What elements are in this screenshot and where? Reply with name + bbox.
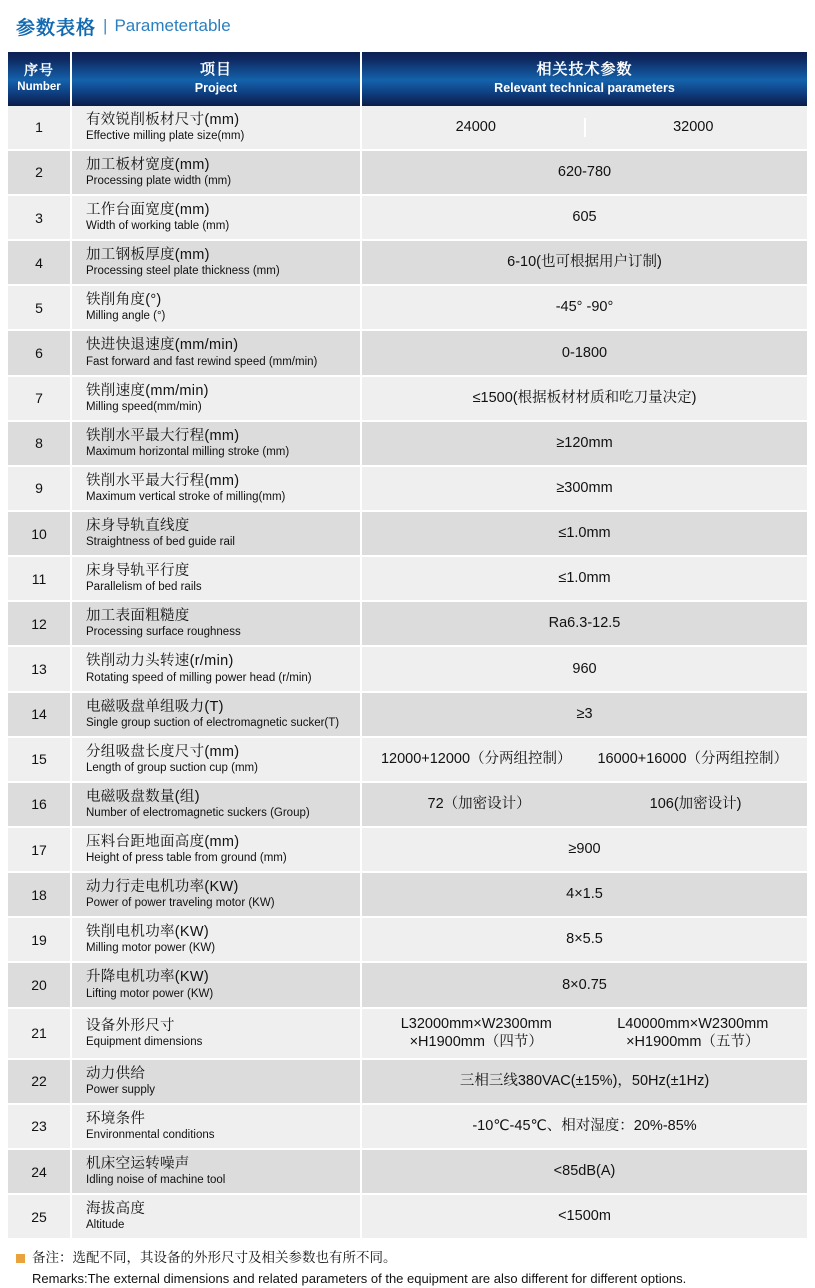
row-project	[72, 512, 362, 557]
row-value-b-line1: L40000mm×W2300mm	[617, 1015, 769, 1032]
row-project-cn: 铁削动力头转速(r/min)	[86, 653, 234, 670]
row-project-cn: 海拔高度	[86, 1201, 146, 1218]
row-project-en: Power supply	[86, 1083, 156, 1096]
row-value-text: 8×5.5	[566, 931, 603, 948]
row-value-text: 605	[572, 209, 597, 226]
table-row	[8, 602, 807, 647]
row-project-en: Milling motor power (KW)	[86, 942, 216, 955]
row-project-cn: 铁削角度(°)	[86, 292, 162, 309]
column-header-number	[8, 52, 72, 106]
row-project-cn: 有效锐削板材尺寸(mm)	[86, 111, 240, 128]
table-header-row	[8, 52, 807, 106]
row-value-b	[617, 1015, 768, 1052]
title-separator: |	[103, 16, 108, 35]
table-header	[8, 52, 807, 106]
remark-text-cn: 备注：选配不同，其设备的外形尺寸及相关参数也有所不同。	[32, 1250, 397, 1266]
table-row	[8, 873, 807, 918]
row-value-text: 0-1800	[561, 344, 608, 361]
row-project-en: Length of group suction cup (mm)	[86, 761, 258, 774]
table-row	[8, 1009, 807, 1060]
table-row	[8, 286, 807, 331]
row-project	[72, 783, 362, 828]
table-row	[8, 512, 807, 557]
row-project	[72, 1150, 362, 1195]
row-project-en: Processing steel plate thickness (mm)	[86, 265, 280, 278]
row-project-cn: 机床空运转噪声	[86, 1155, 190, 1172]
row-value-b: 106(加密设计)	[649, 796, 742, 813]
row-project	[72, 693, 362, 738]
row-value	[362, 783, 807, 828]
row-project	[72, 151, 362, 196]
row-project-en: Equipment dimensions	[86, 1035, 203, 1048]
row-project	[72, 331, 362, 376]
row-number: 11	[8, 557, 72, 602]
row-value	[362, 602, 807, 647]
row-number: 21	[8, 1009, 72, 1060]
row-value	[362, 286, 807, 331]
row-number: 15	[8, 738, 72, 783]
row-project	[72, 918, 362, 963]
table-row	[8, 241, 807, 286]
table-row	[8, 738, 807, 783]
row-value	[362, 693, 807, 738]
row-number: 22	[8, 1060, 72, 1105]
row-value-text: ≥900	[568, 841, 601, 858]
row-project-cn: 升降电机功率(KW)	[86, 969, 210, 986]
table-row	[8, 647, 807, 692]
page-title-en: Parametertable	[114, 16, 231, 35]
row-project	[72, 1195, 362, 1240]
row-number: 14	[8, 693, 72, 738]
table-row	[8, 467, 807, 512]
remark-text-en: Remarks:The external dimensions and related parameters of the equipment are also different for different options.	[32, 1271, 687, 1287]
row-value-text: 三相三线380VAC(±15%)，50Hz(±1Hz)	[459, 1072, 710, 1089]
row-project	[72, 557, 362, 602]
row-value	[362, 647, 807, 692]
table-row	[8, 196, 807, 241]
row-value-text: Ra6.3-12.5	[548, 615, 621, 632]
table-row	[8, 1150, 807, 1195]
column-header-project	[72, 52, 362, 106]
row-project	[72, 1009, 362, 1060]
row-project-cn: 加工钢板厚度(mm)	[86, 247, 210, 264]
row-number: 5	[8, 286, 72, 331]
row-project	[72, 422, 362, 467]
row-project-cn: 加工表面粗糙度	[86, 608, 190, 625]
row-project-en: Maximum vertical stroke of milling(mm)	[86, 491, 286, 503]
row-project-en: Maximum horizontal milling stroke (mm)	[86, 445, 290, 458]
row-project-en: Number of electromagnetic suckers (Group)	[86, 806, 310, 819]
page-title-cn: 参数表格	[16, 17, 97, 39]
row-value-b-line2: ×H1900mm（五节）	[626, 1034, 760, 1051]
row-number: 12	[8, 602, 72, 647]
row-number: 23	[8, 1105, 72, 1150]
row-project-en: Fast forward and fast rewind speed (mm/min)	[86, 355, 318, 368]
table-row	[8, 151, 807, 196]
row-project	[72, 377, 362, 422]
row-value	[362, 106, 807, 151]
table-row	[8, 693, 807, 738]
row-value	[362, 1195, 807, 1240]
row-value-a-line1: L32000mm×W2300mm	[400, 1015, 552, 1032]
row-number: 19	[8, 918, 72, 963]
row-value-b: 16000+16000（分两组控制）	[597, 751, 789, 768]
row-project-cn: 铁削水平最大行程(mm)	[86, 472, 240, 489]
column-header-parameters	[362, 52, 807, 106]
row-value	[362, 241, 807, 286]
row-number: 16	[8, 783, 72, 828]
row-value	[362, 151, 807, 196]
row-project-en: Power of power traveling motor (KW)	[86, 897, 275, 910]
row-value-pair	[368, 750, 801, 769]
row-number: 17	[8, 828, 72, 873]
row-value	[362, 331, 807, 376]
row-project-cn: 动力供给	[86, 1065, 146, 1082]
row-value-a: 24000	[455, 118, 496, 135]
column-header-number-en: Number	[17, 80, 61, 93]
column-header-project-en: Project	[194, 80, 238, 95]
row-number: 20	[8, 963, 72, 1008]
row-value-text: -45° -90°	[555, 299, 614, 316]
row-project-cn: 铁削水平最大行程(mm)	[86, 427, 240, 444]
row-project-cn: 工作台面宽度(mm)	[86, 202, 210, 219]
column-header-project-cn: 项目	[199, 61, 232, 78]
table-row	[8, 963, 807, 1008]
row-value	[362, 557, 807, 602]
row-project-cn: 分组吸盘长度尺寸(mm)	[86, 743, 240, 760]
row-project-cn: 快进快退速度(mm/min)	[86, 337, 239, 354]
row-value-text: -10℃-45℃、相对湿度：20%-85%	[472, 1117, 697, 1134]
row-project-en: Width of working table (mm)	[86, 220, 230, 233]
row-project-cn: 设备外形尺寸	[86, 1017, 175, 1034]
table-row	[8, 918, 807, 963]
row-value-text: ≤1.0mm	[558, 570, 611, 587]
table-row	[8, 783, 807, 828]
row-number: 6	[8, 331, 72, 376]
row-value	[362, 873, 807, 918]
row-project	[72, 467, 362, 512]
parameters-table	[8, 52, 807, 1240]
row-value	[362, 422, 807, 467]
row-value	[362, 467, 807, 512]
row-value-a-line2: ×H1900mm（四节）	[409, 1034, 543, 1051]
row-project	[72, 602, 362, 647]
row-project	[72, 828, 362, 873]
row-number: 18	[8, 873, 72, 918]
row-project	[72, 647, 362, 692]
row-project	[72, 196, 362, 241]
row-project	[72, 738, 362, 783]
row-project	[72, 1060, 362, 1105]
row-number: 8	[8, 422, 72, 467]
row-number: 2	[8, 151, 72, 196]
row-project-en: Processing plate width (mm)	[86, 175, 232, 188]
row-project	[72, 963, 362, 1008]
row-value-text: 6-10(也可根据用户订制)	[507, 254, 662, 271]
row-project	[72, 106, 362, 151]
row-project-cn: 铁削速度(mm/min)	[86, 382, 209, 399]
row-value-text: 620-780	[557, 164, 612, 181]
row-project-en: Milling angle (°)	[86, 310, 166, 323]
table-row	[8, 828, 807, 873]
row-value-split	[368, 118, 801, 137]
row-value-text: <85dB(A)	[553, 1163, 616, 1180]
table-row	[8, 377, 807, 422]
row-project	[72, 1105, 362, 1150]
row-value-a	[401, 1015, 552, 1052]
row-project-en: Single group suction of electromagnetic sucker(T)	[86, 716, 340, 729]
table-row	[8, 1105, 807, 1150]
row-project-en: Altitude	[86, 1219, 125, 1232]
row-value-text: ≥3	[576, 705, 593, 722]
row-project-cn: 动力行走电机功率(KW)	[86, 879, 239, 896]
square-bullet-icon	[16, 1254, 25, 1263]
row-project-en: Environmental conditions	[86, 1128, 215, 1141]
row-value-text: 8×0.75	[562, 976, 607, 993]
row-value	[362, 828, 807, 873]
row-value	[362, 196, 807, 241]
row-number: 1	[8, 106, 72, 151]
row-value	[362, 963, 807, 1008]
row-project-cn: 环境条件	[86, 1110, 146, 1127]
row-number: 24	[8, 1150, 72, 1195]
row-project-cn: 电磁吸盘单组吸力(T)	[86, 698, 224, 715]
row-value-a: 72（加密设计）	[427, 796, 531, 813]
remarks-block	[8, 1249, 807, 1288]
row-value-text: ≥300mm	[556, 480, 613, 497]
row-number: 7	[8, 377, 72, 422]
row-value	[362, 1009, 807, 1060]
row-value-text: 960	[572, 660, 597, 677]
table-row	[8, 106, 807, 151]
table-body	[8, 106, 807, 1240]
table-row	[8, 1060, 807, 1105]
row-value	[362, 377, 807, 422]
row-number: 9	[8, 467, 72, 512]
table-row	[8, 331, 807, 376]
row-value	[362, 738, 807, 783]
row-project-cn: 床身导轨直线度	[86, 518, 190, 535]
row-value	[362, 1060, 807, 1105]
row-value-text: ≥120mm	[556, 434, 613, 451]
row-project	[72, 241, 362, 286]
row-number: 3	[8, 196, 72, 241]
row-value-pair	[368, 795, 801, 814]
row-project-en: Processing surface roughness	[86, 626, 241, 639]
row-project-cn: 电磁吸盘数量(组)	[86, 788, 200, 805]
row-value-text: ≤1.0mm	[558, 525, 611, 542]
row-project-cn: 床身导轨平行度	[86, 563, 190, 580]
row-value-pair	[368, 1015, 801, 1052]
row-project-en: Straightness of bed guide rail	[86, 536, 235, 549]
row-value	[362, 918, 807, 963]
row-project-en: Parallelism of bed rails	[86, 581, 202, 594]
row-project	[72, 286, 362, 331]
row-project-en: Rotating speed of milling power head (r/min)	[86, 671, 312, 684]
row-value	[362, 1105, 807, 1150]
column-header-parameters-cn: 相关技术参数	[536, 61, 633, 78]
row-project-en: Height of press table from ground (mm)	[86, 852, 287, 865]
row-number: 4	[8, 241, 72, 286]
row-project-en: Idling noise of machine tool	[86, 1174, 226, 1187]
row-value	[362, 512, 807, 557]
page-title	[8, 0, 807, 52]
table-row	[8, 422, 807, 467]
row-project	[72, 873, 362, 918]
row-project-cn: 加工板材宽度(mm)	[86, 156, 210, 173]
row-number: 25	[8, 1195, 72, 1240]
column-header-number-cn: 序号	[24, 62, 54, 79]
row-project-cn: 铁削电机功率(KW)	[86, 924, 210, 941]
row-project-en: Lifting motor power (KW)	[86, 987, 214, 1000]
row-project-cn: 压料台距地面高度(mm)	[86, 834, 240, 850]
row-value-b: 32000	[584, 118, 802, 137]
row-value-a: 12000+12000（分两组控制）	[380, 751, 572, 768]
table-row	[8, 1195, 807, 1240]
row-number: 10	[8, 512, 72, 557]
row-value-text: <1500m	[558, 1208, 611, 1225]
remark-cn-row	[16, 1249, 807, 1267]
column-header-parameters-en: Relevant technical parameters	[494, 80, 675, 95]
table-row	[8, 557, 807, 602]
row-project-en: Effective milling plate size(mm)	[86, 129, 245, 142]
row-value-text: 4×1.5	[566, 886, 603, 903]
row-value	[362, 1150, 807, 1195]
row-project-en: Milling speed(mm/min)	[86, 400, 202, 413]
row-number: 13	[8, 647, 72, 692]
row-value-text: ≤1500(根据板材材质和吃刀量决定)	[472, 389, 697, 406]
